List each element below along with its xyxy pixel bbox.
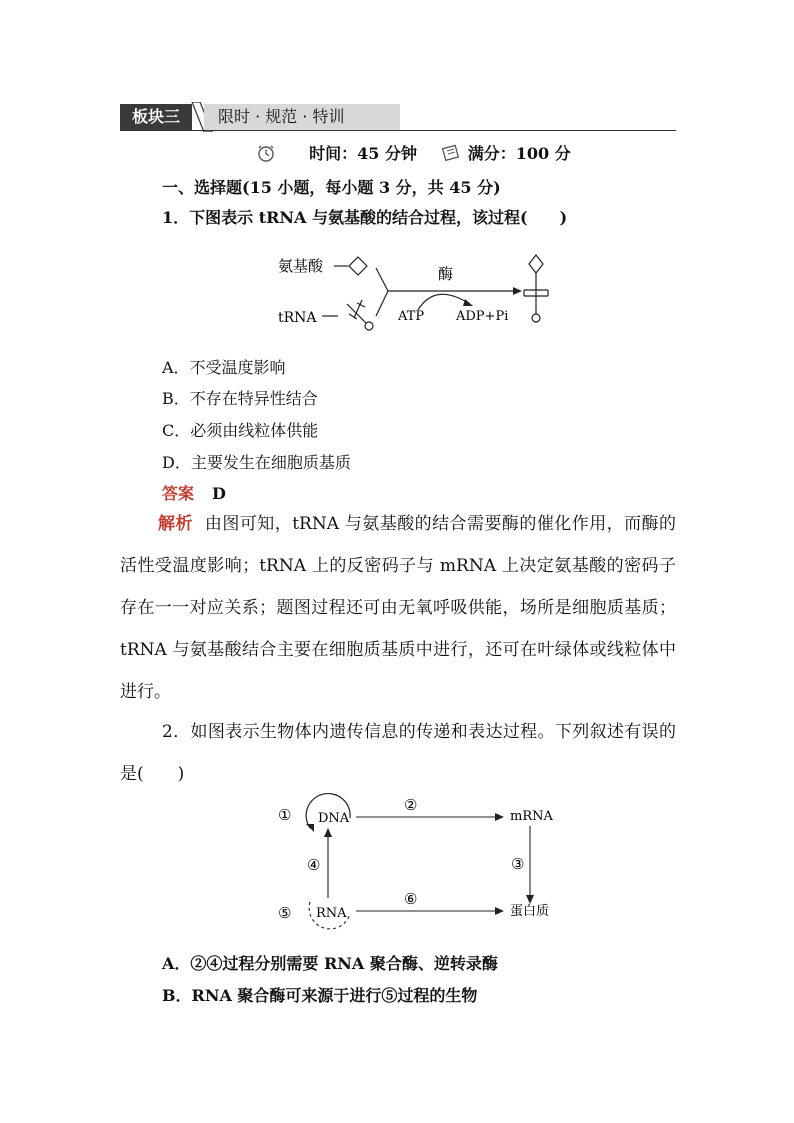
label-3: ③: [511, 855, 525, 873]
dna-label: DNA: [318, 811, 350, 826]
atp-label: ATP: [398, 309, 425, 324]
label-1: ①: [278, 806, 292, 824]
rna-label: RNA: [316, 906, 347, 921]
q1-option-d: D．主要发生在细胞质基质: [162, 453, 351, 472]
analysis-label: 解析: [158, 514, 193, 534]
answer-value: D: [212, 484, 226, 503]
amino-acid-shape: [349, 257, 367, 275]
adp-label: ADP+Pi: [456, 309, 509, 324]
q2-option-b: B．RNA 聚合酶可来源于进行⑤过程的生物: [162, 986, 478, 1005]
time-text: 时间：45 分钟: [309, 144, 417, 163]
q1-option-a: A．不受温度影响: [162, 358, 286, 377]
charged-trna-shape: [524, 255, 548, 322]
analysis-text: 由图可知，tRNA 与氨基酸的结合需要酶的催化作用，而酶的活性受温度影响；tRNA 上的反密码子与 mRNA 上决定氨基酸的密码子存在一一对应关系；题图过程还可由无氧呼吸供能，场所是细胞质基质；tRNA 与氨基酸结合主要在细胞质基质中进行，还可在叶绿体或线粒体中进行。: [120, 514, 677, 702]
clock-icon: [256, 143, 276, 163]
label-5: ⑤: [278, 904, 292, 922]
q2-stem: 2．如图表示生物体内遗传信息的传递和表达过程。下列叙述有误的是( ): [120, 722, 676, 784]
trna-label: tRNA: [278, 310, 317, 326]
q1-diagram: [270, 246, 570, 336]
q1-stem: 1．下图表示 tRNA 与氨基酸的结合过程，该过程( ): [162, 208, 568, 227]
q2-diagram: [270, 790, 570, 930]
q1-answer: [162, 481, 226, 504]
score-text: 满分：100 分: [467, 144, 571, 163]
trna-shape: [347, 300, 373, 330]
label-6: ⑥: [404, 890, 418, 908]
exam-meta: [256, 141, 571, 164]
q1-analysis: [120, 503, 676, 713]
q2-option-a: A．②④过程分别需要 RNA 聚合酶、逆转录酶: [162, 954, 498, 973]
paper-icon: [442, 144, 462, 162]
q1-option-c: C．必须由线粒体供能: [162, 421, 319, 440]
label-4: ④: [307, 856, 321, 874]
q1-option-b: B．不存在特异性结合: [162, 389, 318, 408]
header-rule: [120, 130, 676, 131]
section-heading: 一、选择题(15 小题，每小题 3 分，共 45 分): [162, 178, 501, 197]
protein-label: 蛋白质: [510, 904, 550, 919]
enzyme-label: 酶: [438, 265, 454, 283]
section-title: 限时 · 规范 · 特训: [204, 104, 400, 130]
amino-acid-label: 氨基酸: [278, 257, 324, 275]
section-header: [120, 104, 402, 130]
mrna-label: mRNA: [510, 809, 553, 824]
label-2: ②: [404, 796, 418, 814]
section-label: 板块三: [120, 104, 192, 130]
answer-label: 答案: [162, 484, 195, 503]
